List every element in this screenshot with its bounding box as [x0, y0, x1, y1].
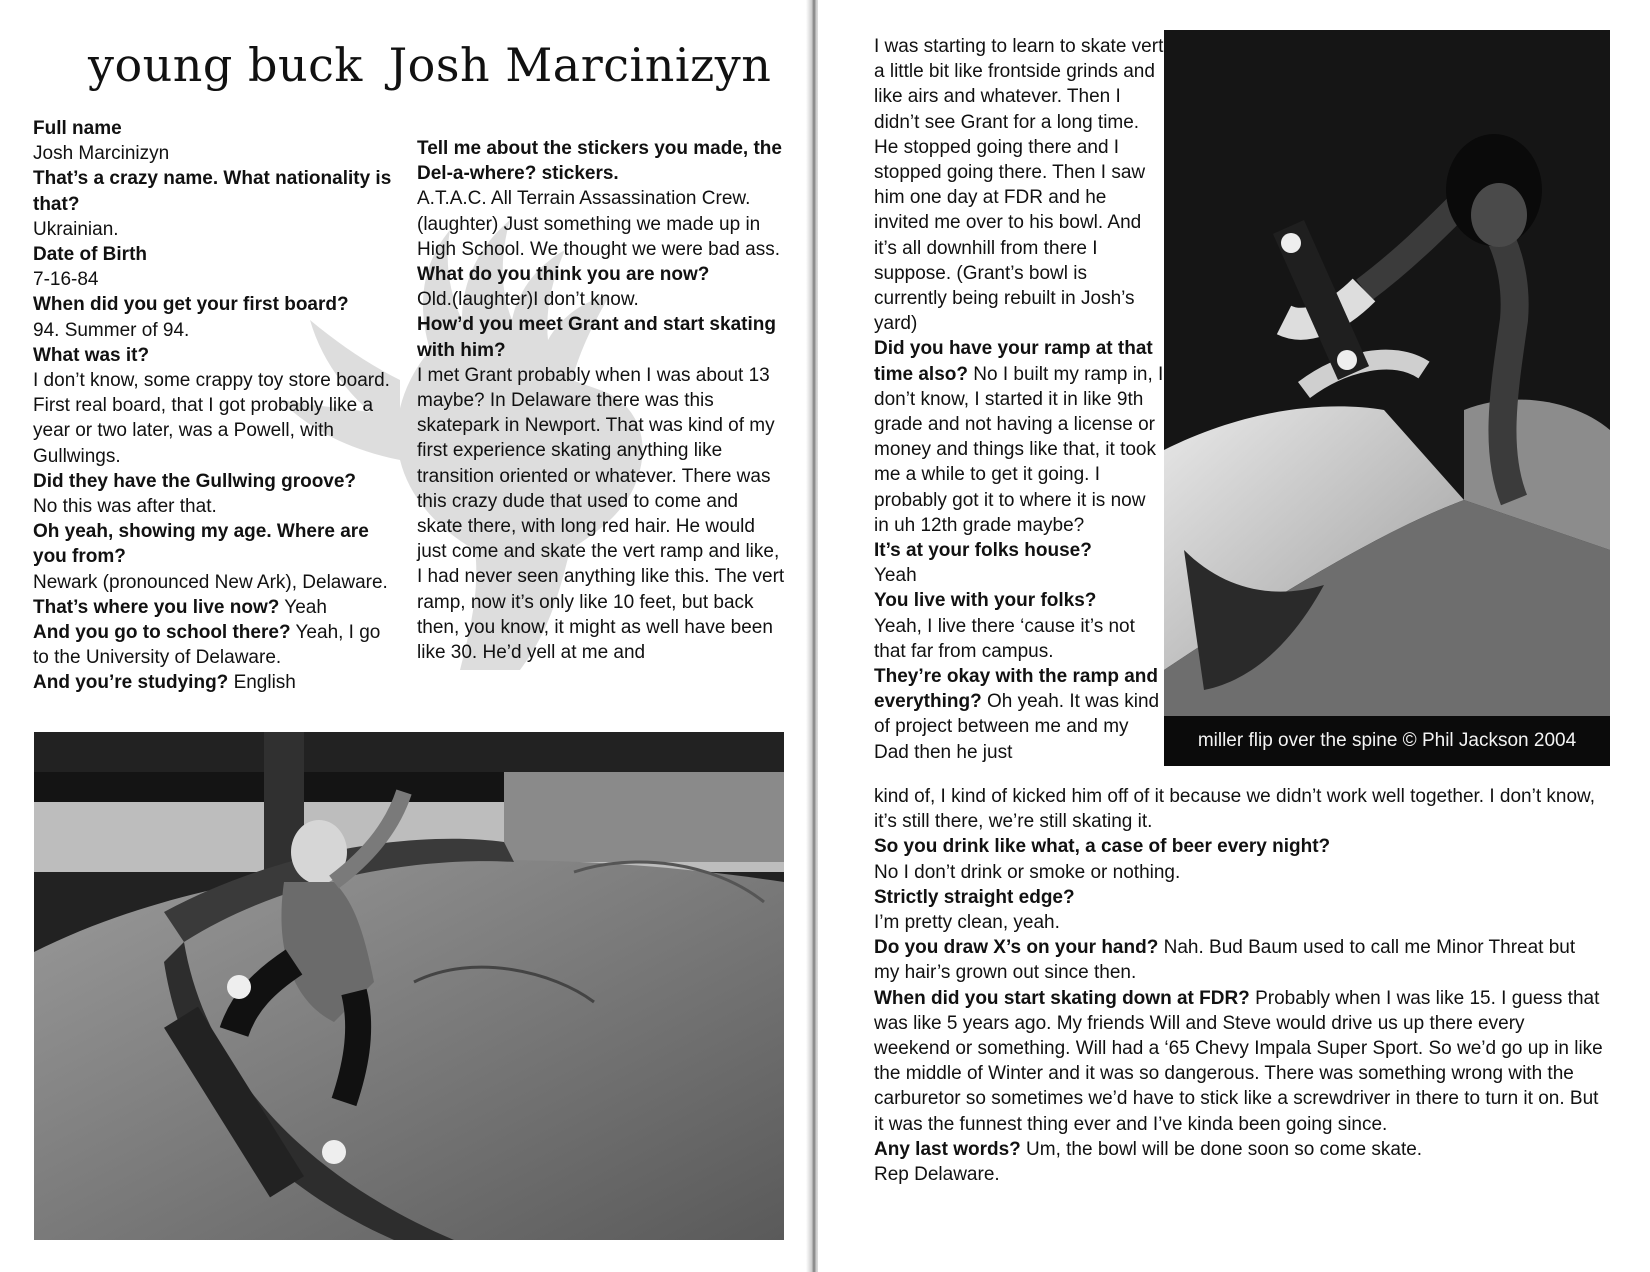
qa-paragraph — [874, 34, 1164, 336]
qa-paragraph — [33, 267, 393, 292]
qa-paragraph — [417, 287, 785, 312]
answer: 7-16-84 — [33, 269, 99, 291]
question: Strictly straight edge? — [874, 886, 1075, 908]
qa-paragraph — [33, 242, 393, 267]
qa-paragraph — [874, 986, 1604, 1137]
question: How’d you meet Grant and start skating with him? — [417, 314, 776, 361]
qa-paragraph — [874, 910, 1604, 935]
interview-column-right-top — [874, 34, 1164, 765]
question: Did you have your ramp at that time also? — [874, 338, 1153, 385]
article-title — [88, 38, 771, 92]
right-page — [818, 0, 1650, 1272]
question: What do you think you are now? — [417, 264, 710, 286]
answer: kind of, I kind of kicked him off of it because we didn’t work well together. I don’t know, it’s still there, we’re still skating it. — [874, 786, 1595, 833]
qa-paragraph — [33, 620, 393, 670]
question: It’s at your folks house? — [874, 540, 1092, 562]
qa-paragraph — [33, 318, 393, 343]
qa-paragraph — [417, 186, 785, 262]
answer: Josh Marcinizyn — [33, 143, 170, 165]
question: So you drink like what, a case of beer every night? — [874, 836, 1331, 858]
qa-paragraph — [33, 469, 393, 494]
answer: I don’t know, some crappy toy store board. First real board, that I got probably like a year or two later, was a Powell, with Gullwings. — [33, 370, 390, 467]
answer: Yeah, I live there ‘cause it’s not that far from campus. — [874, 615, 1135, 662]
qa-paragraph — [874, 336, 1164, 538]
qa-paragraph — [33, 166, 393, 216]
question: You live with your folks? — [874, 590, 1097, 612]
qa-paragraph — [417, 363, 785, 665]
qa-paragraph — [33, 368, 393, 469]
qa-paragraph — [874, 588, 1164, 613]
answer: No this was after that. — [33, 496, 217, 518]
answer: Um, the bowl will be done soon so come skate. — [1026, 1138, 1423, 1160]
answer: I’m pretty clean, yeah. — [874, 912, 1060, 934]
question: When did you get your first board? — [33, 294, 349, 316]
question: Oh yeah, showing my age. Where are you from? — [33, 521, 369, 568]
answer: 94. Summer of 94. — [33, 319, 190, 341]
miller-flip-photo — [1164, 30, 1610, 766]
interview-column-middle — [417, 136, 785, 665]
qa-paragraph — [417, 262, 785, 287]
photo-caption: miller flip over the spine © Phil Jackson 2004 — [1164, 716, 1610, 766]
left-page — [0, 0, 810, 1272]
answer: Ukrainian. — [33, 218, 119, 240]
answer: Oh yeah. It was kind of project between me and my Dad then he just — [874, 691, 1160, 763]
answer: I was starting to learn to skate vert a little bit like frontside grinds and like airs and whatever. Then I didn’t see Grant for a long time. He stopped going there and I stopped going there. Then I saw him one day at FDR and he invited me over to his bowl. And it’s all downhill from there I suppose. (Grant’s bowl is currently being rebuilt in Josh’s yard) — [874, 36, 1164, 335]
qa-paragraph — [33, 595, 393, 620]
qa-paragraph — [874, 563, 1164, 588]
answer: Yeah, I go to the University of Delaware. — [33, 622, 381, 669]
question: They’re okay with the ramp and everything? — [874, 666, 1159, 713]
qa-paragraph — [874, 664, 1164, 765]
qa-paragraph — [874, 1162, 1604, 1187]
qa-paragraph — [33, 494, 393, 519]
question: Full name — [33, 118, 122, 139]
qa-paragraph — [874, 784, 1604, 834]
question: Tell me about the stickers you made, the Del-a-where? stickers. — [417, 138, 782, 185]
skatepark-bowl-illustration — [34, 732, 784, 1240]
answer: Newark (pronounced New Ark), Delaware. — [33, 571, 388, 593]
answer: Rep Delaware. — [874, 1164, 1000, 1186]
question: Did they have the Gullwing groove? — [33, 470, 357, 492]
qa-paragraph — [874, 538, 1164, 563]
answer: Nah. Bud Baum used to call me Minor Threat but my hair’s grown out since then. — [874, 937, 1576, 984]
qa-paragraph — [33, 670, 393, 695]
interview-column-left — [33, 116, 393, 696]
qa-paragraph — [874, 1137, 1604, 1162]
qa-paragraph — [417, 136, 785, 186]
qa-paragraph — [33, 519, 393, 569]
title-name: Josh Marcinizyn — [388, 38, 772, 92]
answer: Old.(laughter)I don’t know. — [417, 289, 639, 311]
answer: Yeah — [284, 596, 327, 618]
qa-paragraph — [33, 217, 393, 242]
qa-paragraph — [33, 116, 393, 141]
question: When did you start skating down at FDR? — [874, 987, 1250, 1009]
qa-paragraph — [874, 885, 1604, 910]
title-prefix: young buck — [88, 38, 363, 92]
answer: Probably when I was like 15. I guess that was like 5 years ago. My friends Will and Steve would drive us up there every weekend or something. Will had a ‘65 Chevy Impala Super Sport. So we’d go up in like the middle of Winter and it was so dangerous. There was something wrong with the carburetor so sometimes we’d have to stick like a screwdriver in there to turn it on. But it was the funnest thing ever and I’ve kinda been going since. — [874, 987, 1603, 1135]
qa-paragraph — [33, 141, 393, 166]
question: That’s a crazy name. What nationality is that? — [33, 168, 392, 215]
answer: Yeah — [874, 565, 917, 587]
qa-paragraph — [33, 570, 393, 595]
qa-paragraph — [874, 860, 1604, 885]
qa-paragraph — [874, 614, 1164, 664]
answer: No I don’t drink or smoke or nothing. — [874, 861, 1181, 883]
answer: No I built my ramp in, I don’t know, I started it in like 9th grade and not having a license or money and things like that, it took me a while to get it going. I probably got it to where it is now in uh 12th grade maybe? — [874, 363, 1164, 536]
qa-paragraph — [33, 292, 393, 317]
interview-column-right-bottom — [874, 784, 1604, 1187]
answer: I met Grant probably when I was about 13 maybe? In Delaware there was this skatepark in Newport. That was kind of my first experience skating anything like transition oriented or whatever. There was this crazy dude that used to come and skate there, with long red hair. He would just come and skate the vert ramp and like, I had never seen anything like this. The vert ramp, now it’s only like 10 feet, but back then, you know, it might as well have been like 30. He’d yell at me and — [417, 364, 785, 664]
miller-flip-illustration — [1164, 30, 1610, 766]
question: Any last words? — [874, 1138, 1021, 1160]
question: And you’re studying? — [33, 672, 229, 694]
question: Do you draw X’s on your hand? — [874, 937, 1159, 959]
qa-paragraph — [417, 312, 785, 362]
qa-paragraph — [874, 834, 1604, 859]
answer: English — [233, 672, 296, 694]
qa-paragraph — [874, 935, 1604, 985]
question: What was it? — [33, 344, 150, 366]
skatepark-bowl-photo — [34, 732, 784, 1240]
qa-paragraph — [33, 343, 393, 368]
question: That’s where you live now? — [33, 596, 280, 618]
answer: A.T.A.C. All Terrain Assassination Crew.(laughter) Just something we made up in High School. We thought we were bad ass. — [417, 188, 780, 260]
question: Date of Birth — [33, 244, 147, 266]
question: And you go to school there? — [33, 622, 291, 644]
